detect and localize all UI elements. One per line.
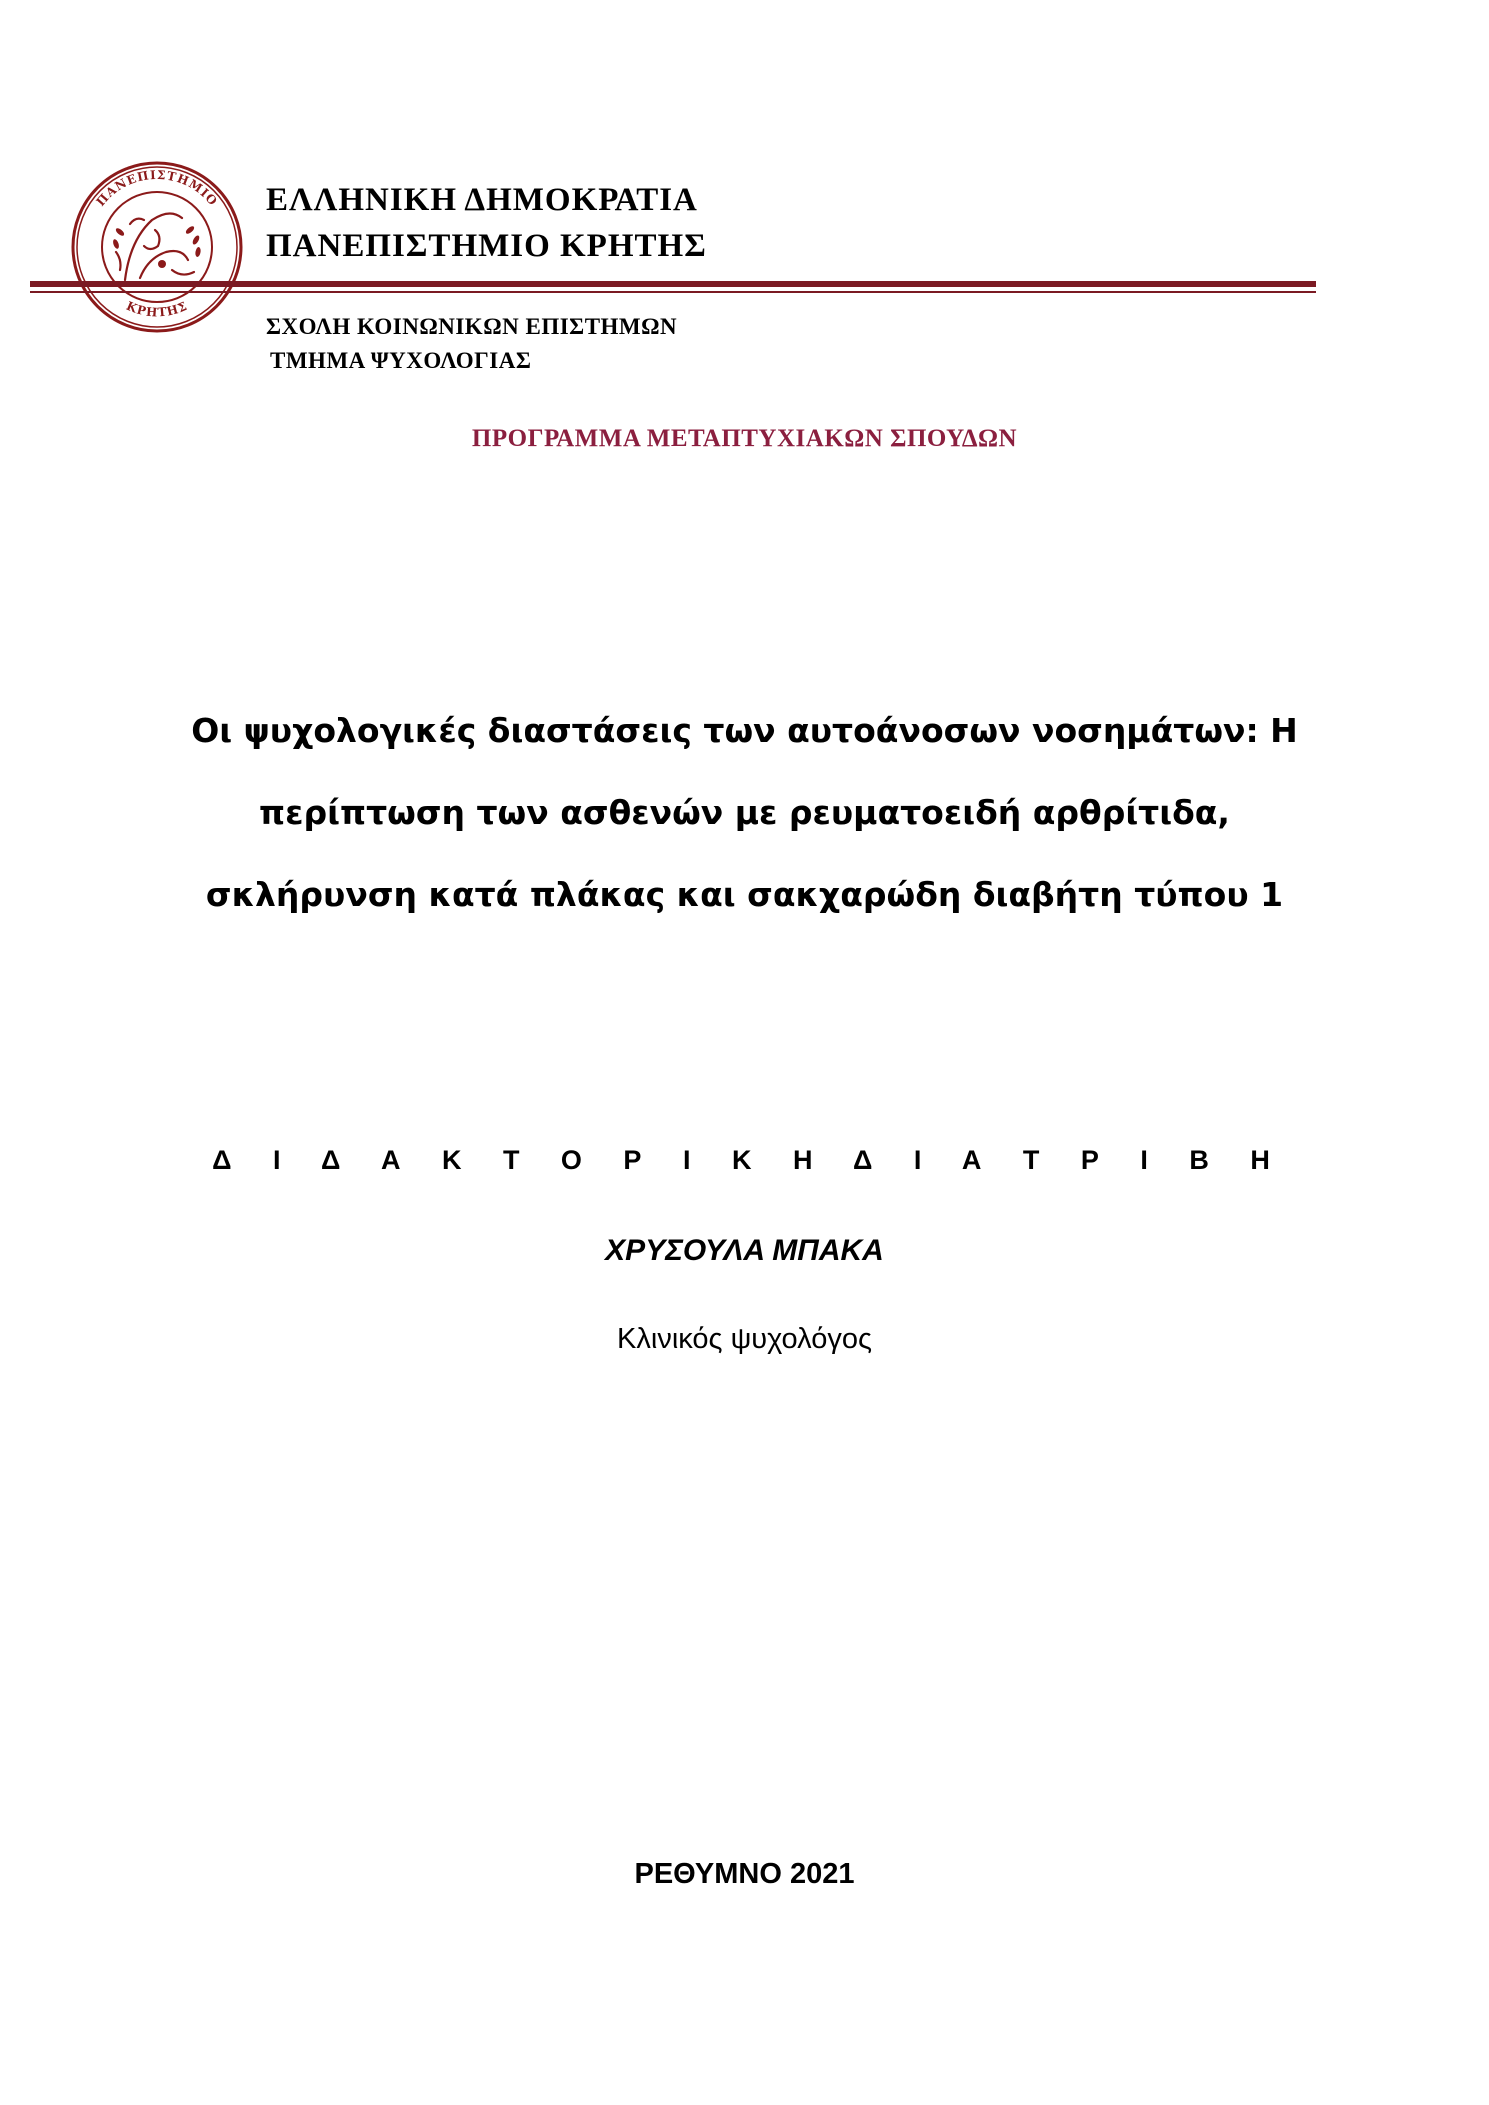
school-name: ΣΧΟΛΗ ΚΟΙΝΩΝΙΚΩΝ ΕΠΙΣΤΗΜΩΝ [266, 314, 678, 339]
university-seal-icon [70, 160, 244, 334]
author-role: Κλινικός ψυχολόγος [617, 1323, 872, 1355]
thesis-title [0, 690, 1489, 936]
thesis-title-line-2: περίπτωση των ασθενών με ρευματοειδή αρθρίτιδα, [259, 793, 1230, 832]
header-country: ΕΛΛΗΝΙΚΗ ΔΗΜΟΚΡΑΤΙΑ [266, 182, 698, 218]
thesis-title-line-1: Οι ψυχολογικές διαστάσεις των αυτοάνοσων νοσημάτων: Η [191, 711, 1298, 750]
header-rule-thick [30, 281, 1316, 287]
seal-text-top: ΠΑΝΕΠΙΣΤΗΜΙΟ [93, 167, 221, 209]
thesis-title-line-3: σκλήρυνση κατά πλάκας και σακχαρώδη διαβήτη τύπου 1 [205, 875, 1284, 914]
document-type: Δ Ι Δ Α Κ Τ Ο Ρ Ι Κ Η Δ Ι Α Τ Ρ Ι Β Η [212, 1145, 1277, 1175]
author-name: ΧΡΥΣΟΥΛΑ ΜΠΑΚΑ [605, 1234, 884, 1267]
department-name: ΤΜΗΜΑ ΨΥΧΟΛΟΓΙΑΣ [270, 348, 532, 373]
program-name: ΠΡΟΓΡΑΜΜΑ ΜΕΤΑΠΤΥΧΙΑΚΩΝ ΣΠΟΥΔΩΝ [471, 425, 1018, 452]
header-university: ΠΑΝΕΠΙΣΤΗΜΙΟ ΚΡΗΤΗΣ [266, 228, 707, 264]
seal-text-bottom: ΚΡΗΤΗΣ [124, 298, 190, 320]
header-rule-thin [30, 291, 1316, 293]
place-and-year: ΡΕΘΥΜΝΟ 2021 [634, 1858, 855, 1890]
